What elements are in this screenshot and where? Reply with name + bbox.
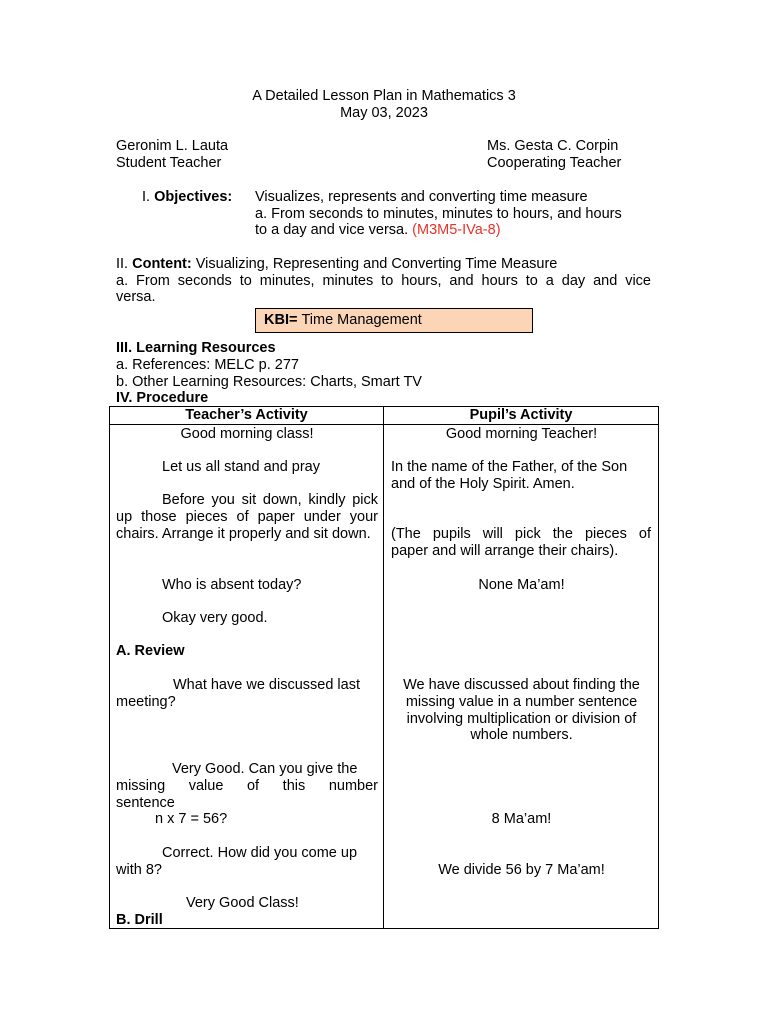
pupil-activity-cell	[384, 425, 659, 929]
other-resources-line: b. Other Learning Resources: Charts, Smart TV	[116, 374, 422, 390]
content-heading: II. Content: Visualizing, Representing and Converting Time Measure	[116, 256, 558, 272]
table-row	[110, 425, 659, 929]
table-header-row	[110, 407, 659, 425]
cooperating-teacher-name: Ms. Gesta C. Corpin	[487, 138, 619, 154]
content-line-2: versa.	[116, 289, 156, 305]
teacher-line: Correct. How did you come up	[162, 845, 358, 861]
objectives-heading: I. Objectives:	[142, 189, 233, 205]
procedure-heading: IV. Procedure	[116, 390, 209, 406]
pupil-line: whole numbers.	[470, 727, 573, 743]
objectives-line-3: to a day and vice versa. (M3M5-IVa-8)	[255, 222, 501, 238]
teacher-activity-header: Teacher’s Activity	[110, 407, 384, 425]
pupil-line: missing value in a number sentence	[405, 694, 638, 710]
teacher-line: Let us all stand and pray	[162, 459, 320, 475]
teacher-activity-cell	[110, 425, 384, 929]
teacher-line: Very Good Class!	[186, 895, 299, 911]
teacher-line: Okay very good.	[162, 610, 268, 626]
procedure-table	[109, 406, 659, 929]
kbi-box	[255, 308, 533, 333]
document-title: A Detailed Lesson Plan in Mathematics 3	[252, 88, 516, 104]
document-date: May 03, 2023	[340, 105, 428, 121]
teacher-paragraph: Before you sit down, kindly pick up those pieces of paper under your chairs. Arrange it properly and sit down.	[116, 492, 378, 542]
pupil-line: We have discussed about finding the	[403, 677, 640, 693]
pupil-line: We divide 56 by 7 Ma’am!	[438, 862, 605, 878]
teacher-line: What have we discussed last	[173, 677, 360, 693]
pupil-line: Good morning Teacher!	[445, 426, 598, 442]
kbi-label: KBI=	[264, 312, 302, 328]
pupil-activity-header: Pupil’s Activity	[384, 407, 659, 425]
competency-code: (M3M5-IVa-8)	[412, 222, 501, 238]
pupil-line: and of the Holy Spirit. Amen.	[391, 476, 575, 492]
number-sentence: n x 7 = 56?	[155, 811, 228, 827]
teacher-line: with 8?	[116, 862, 162, 878]
cooperating-teacher-role: Cooperating Teacher	[487, 155, 622, 171]
pupil-line: paper and will arrange their chairs).	[391, 543, 619, 559]
pupil-line: involving multiplication or division of	[406, 711, 637, 727]
pupil-line: In the name of the Father, of the Son	[391, 459, 628, 475]
teacher-line: meeting?	[116, 694, 176, 710]
pupil-line: 8 Ma’am!	[491, 811, 552, 827]
student-teacher-name: Geronim L. Lauta	[116, 138, 229, 154]
student-teacher-role: Student Teacher	[116, 155, 222, 171]
learning-resources-heading: III. Learning Resources	[116, 340, 276, 356]
teacher-line: Very Good. Can you give the	[172, 761, 358, 777]
teacher-line: Good morning class!	[180, 426, 314, 442]
review-heading: A. Review	[116, 643, 185, 659]
teacher-line: missing value of this number	[116, 778, 378, 794]
objectives-line-2: a. From seconds to minutes, minutes to hours, and hours	[255, 206, 622, 222]
objectives-line-1: Visualizes, represents and converting time measure	[255, 189, 588, 205]
pupil-line: None Ma’am!	[478, 577, 565, 593]
kbi-value: Time Management	[301, 312, 422, 328]
references-line: a. References: MELC p. 277	[116, 357, 299, 373]
teacher-line: Who is absent today?	[162, 577, 302, 593]
content-line-1: a. From seconds to minutes, minutes to hours, and hours to a day and vice	[116, 273, 651, 289]
teacher-line: sentence	[116, 795, 175, 811]
pupil-line: (The pupils will pick the pieces of	[391, 526, 651, 542]
drill-heading: B. Drill	[116, 912, 163, 928]
